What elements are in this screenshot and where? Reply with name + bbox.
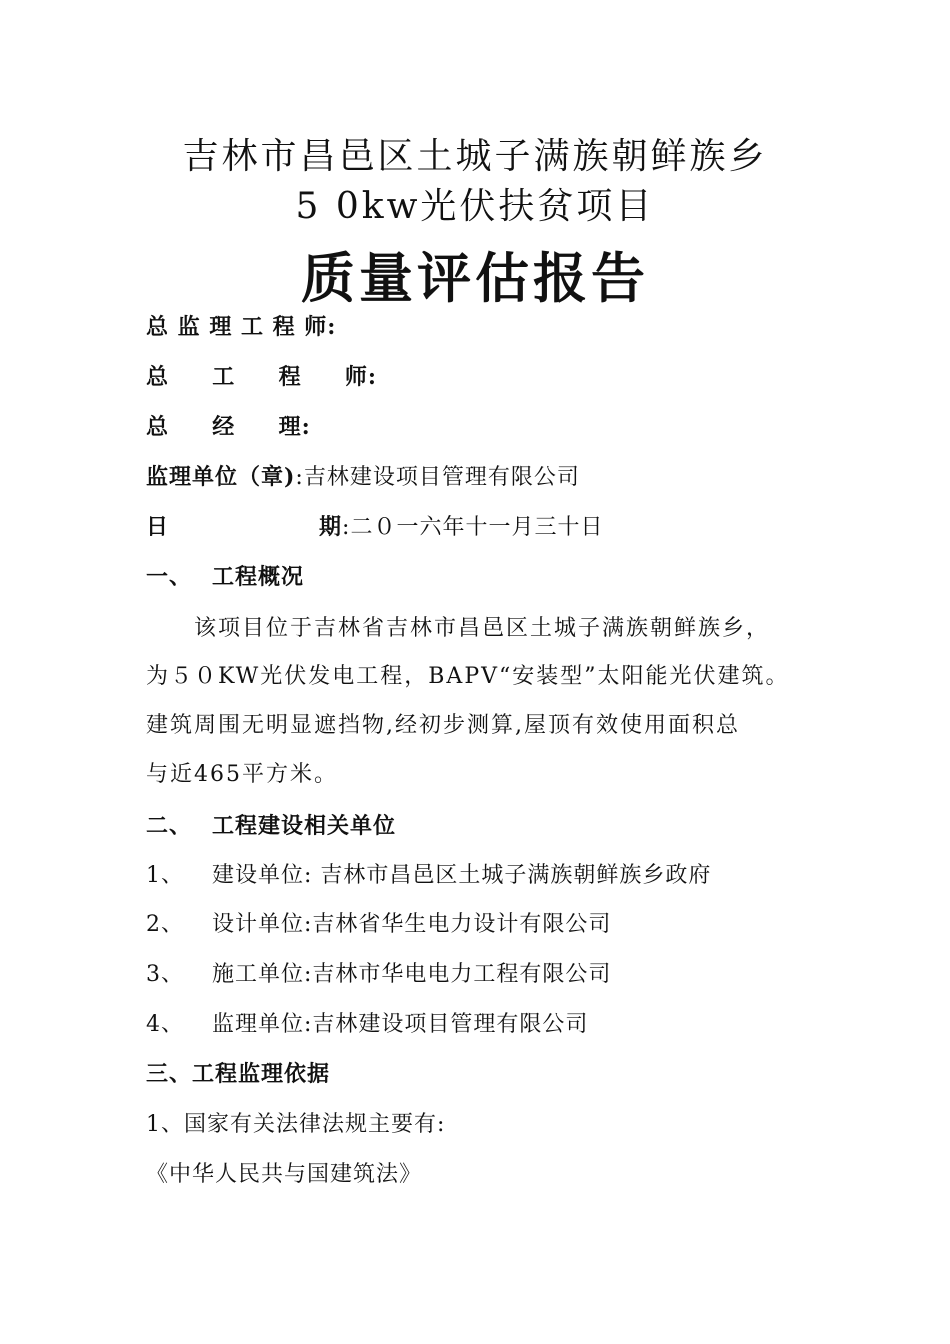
supervision-unit-value: :吉林建设项目管理有限公司 <box>295 465 580 490</box>
list-item: 3、 施工单位:吉林市华电电力工程有限公司 <box>146 962 612 987</box>
chief-engineer-label: 总 工 程 师: <box>146 364 378 390</box>
chief-supervisor-label: 总 监 理 工 程 师: <box>146 314 337 340</box>
list-item: 1、 建设单位: 吉林市昌邑区土城子满族朝鲜族乡政府 <box>146 863 712 888</box>
supervision-unit-label: 监理单位（章) <box>146 464 296 490</box>
date-label-a: 日 <box>146 514 170 540</box>
date-value: :二０一六年十一月三十日 <box>342 515 604 540</box>
section3-line-1: 1、国家有关法律法规主要有: <box>146 1112 446 1137</box>
section3-line-2: 《中华人民共与国建筑法》 <box>146 1162 423 1187</box>
list-item: 4、 监理单位:吉林建设项目管理有限公司 <box>146 1012 589 1037</box>
section3-heading: 三、工程监理依据 <box>146 1061 331 1087</box>
date-label-b: 期 <box>319 514 343 540</box>
title-line-1: 吉林市昌邑区土城子满族朝鲜族乡 <box>182 136 768 177</box>
section1-line-1: 该项目位于吉林省吉林市昌邑区土城子满族朝鲜族乡， <box>194 616 771 641</box>
section1-line-4: 与近465平方米。 <box>146 762 338 787</box>
section1-line-3: 建筑周围无明显遮挡物,经初步测算,屋顶有效使用面积总 <box>146 713 740 738</box>
section2-heading: 二、 工程建设相关单位 <box>146 813 397 839</box>
title-line-2: 5 0kw光伏扶贫项目 <box>295 186 655 227</box>
supervision-unit-row <box>146 460 580 491</box>
main-title: 质量评估报告 <box>301 246 649 310</box>
list-item: 2、 设计单位:吉林省华生电力设计有限公司 <box>146 912 612 937</box>
section1-line-2: 为５０KW光伏发电工程，BAPV“安装型”太阳能光伏建筑。 <box>146 664 790 689</box>
date-row <box>146 510 603 541</box>
general-manager-label: 总 经 理: <box>146 414 311 440</box>
section1-heading: 一、 工程概况 <box>146 564 305 590</box>
